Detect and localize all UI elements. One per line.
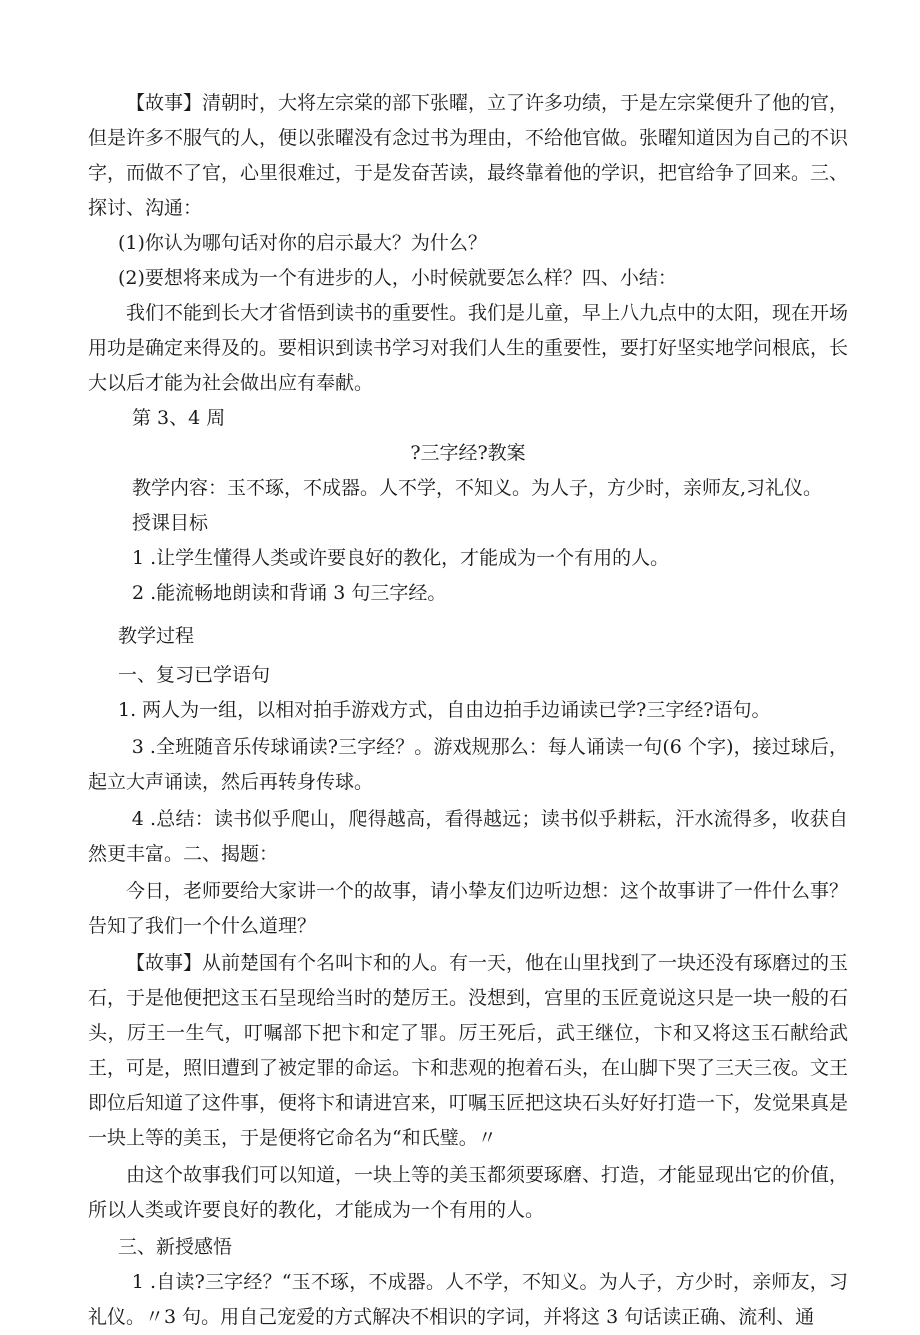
lesson-title: ?三字经?教案 (410, 442, 526, 464)
read-step-1: 1 .自读?三字经？“玉不琢，不成器。人不学，不知义。为人子，方少时，亲师友，习礼仪。〃3 句。用自己宠爱的方式解决不相识的字词，并将这 3 句话读正确、流利、通 (88, 1271, 848, 1328)
step-4: 4 .总结：读书似乎爬山，爬得越高，看得越远；读书似乎耕耘，汗水流得多，收获自然更丰富。二、揭题： (88, 808, 848, 865)
story-qing-paragraph: 【故事】清朝时，大将左宗棠的部下张曜，立了许多功绩，于是左宗棠便升了他的官，但是许多不服气的人，便以张曜没有念过书为理由，不给他官做。张曜知道因为自己的不识字，而做不了官，心里很难过，于是发奋苦读，最终靠着他的学识，把官给争了回来。三、探讨、沟通： (88, 92, 849, 219)
section-1-heading: 一、复习已学语句 (118, 664, 271, 686)
summary-paragraph: 我们不能到长大才省悟到读书的重要性。我们是儿童，早上八九点中的太阳，现在开场用功是确定来得及的。要相识到读书学习对我们人生的重要性，要打好坚实地学问根底，长大以后才能为社会做出应有奉献。 (88, 302, 849, 394)
goal-item-1: 1 .让学生懂得人类或许要良好的教化，才能成为一个有用的人。 (132, 547, 670, 569)
document-page (88, 86, 848, 1335)
step-3: 3 .全班随音乐传球诵读?三字经？。游戏规那么：每人诵读一句(6 个字)，接过球后，起立大声诵读，然后再转身传球。 (88, 736, 848, 793)
process-heading: 教学过程 (118, 625, 195, 647)
story-bianhe-paragraph: 【故事】从前楚国有个名叫卞和的人。有一天，他在山里找到了一块还没有琢磨过的玉石，于是他便把这玉石呈现给当时的楚厉王。没想到，宫里的玉匠竟说这只是一块一般的石头，厉王一生气，叮嘱部下把卞和定了罪。厉王死后，武王继位，卞和又将这玉石献给武王，可是，照旧遭到了被定罪的命运。卞和悲观的抱着石头，在山脚下哭了三天三夜。文王即位后知道了这件事，便将卞和请进宫来，叮嘱玉匠把这块石头好好打造一下，发觉果真是一块上等的美玉，于是便将它命名为“和氏璧。〃 (88, 952, 849, 1149)
week-label: 第 3、4 周 (132, 407, 226, 429)
lesson-paragraph: 由这个故事我们可以知道，一块上等的美玉都须要琢磨、打造，才能显现出它的价值，所以人类或许要良好的教化，才能成为一个有用的人。 (88, 1164, 849, 1221)
step-1: 1. 两人为一组，以相对拍手游戏方式，自由边拍手边诵读已学?三字经?语句。 (118, 699, 771, 721)
section-3-heading: 三、新授感悟 (118, 1236, 233, 1258)
question-2: (2)要想将来成为一个有进步的人，小时候就要怎么样？四、小结： (118, 267, 677, 289)
question-1: (1)你认为哪句话对你的启示最大？为什么？ (118, 232, 487, 254)
goal-item-2: 2 .能流畅地朗读和背诵 3 句三字经。 (132, 582, 447, 604)
goal-heading: 授课目标 (132, 512, 209, 534)
intro-paragraph: 今日，老师要给大家讲一个的故事，请小挚友们边听边想：这个故事讲了一件什么事？告知了我们一个什么道理？ (88, 880, 849, 937)
teaching-content: 教学内容：玉不琢，不成器。人不学，不知义。为人子，方少时，亲师友,习礼仪。 (132, 477, 823, 499)
